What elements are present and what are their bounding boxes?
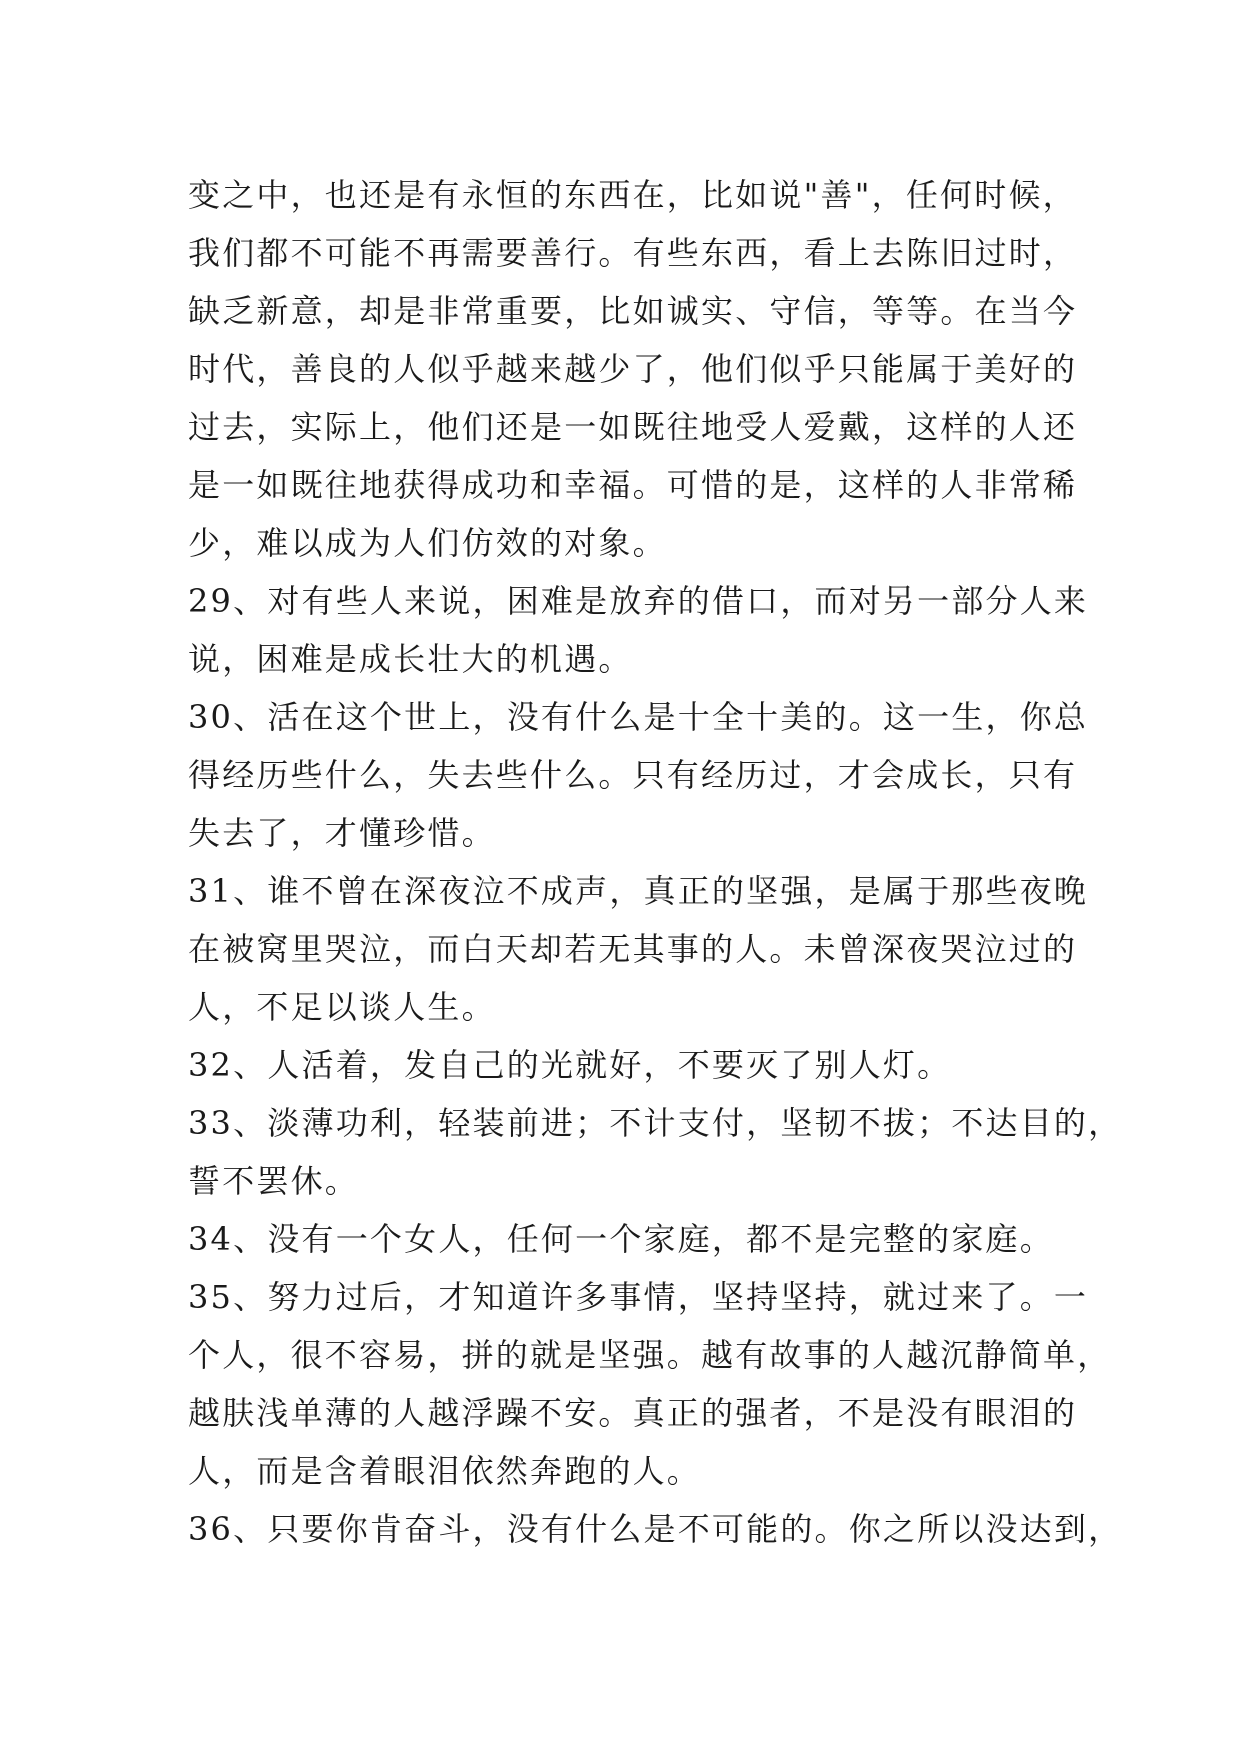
text-line: 33、淡薄功利，轻装前进；不计支付，坚韧不拔；不达目的，	[188, 1104, 1123, 1142]
text-line: 失去了，才懂珍惜。	[188, 814, 496, 852]
text-line: 时代，善良的人似乎越来越少了，他们似乎只能属于美好的	[188, 350, 1078, 388]
text-line: 越肤浅单薄的人越浮躁不安。真正的强者，不是没有眼泪的	[188, 1394, 1078, 1432]
text-line: 缺乏新意，却是非常重要，比如诚实、守信，等等。在当今	[188, 292, 1078, 330]
text-line: 过去，实际上，他们还是一如既往地受人爱戴，这样的人还	[188, 408, 1078, 446]
text-line: 个人，很不容易，拼的就是坚强。越有故事的人越沉静简单，	[188, 1336, 1112, 1374]
text-line: 34、没有一个女人，任何一个家庭，都不是完整的家庭。	[188, 1220, 1054, 1258]
text-line: 少，难以成为人们仿效的对象。	[188, 524, 667, 562]
text-line: 32、人活着，发自己的光就好，不要灭了别人灯。	[188, 1046, 952, 1084]
text-line: 人，不足以谈人生。	[188, 988, 496, 1026]
text-line: 31、谁不曾在深夜泣不成声，真正的坚强，是属于那些夜晚	[188, 872, 1089, 910]
text-line: 人，而是含着眼泪依然奔跑的人。	[188, 1452, 702, 1490]
text-line: 说，困难是成长壮大的机遇。	[188, 640, 633, 678]
text-line: 得经历些什么，失去些什么。只有经历过，才会成长，只有	[188, 756, 1078, 794]
text-line: 在被窝里哭泣，而白天却若无其事的人。未曾深夜哭泣过的	[188, 930, 1078, 968]
text-line: 30、活在这个世上，没有什么是十全十美的。这一生，你总	[188, 698, 1089, 736]
text-line: 是一如既往地获得成功和幸福。可惜的是，这样的人非常稀	[188, 466, 1078, 504]
text-line: 变之中，也还是有永恒的东西在，比如说"善"，任何时候，	[188, 176, 1077, 214]
text-line: 誓不罢休。	[188, 1162, 360, 1200]
text-line: 29、对有些人来说，困难是放弃的借口，而对另一部分人来	[188, 582, 1089, 620]
text-line: 我们都不可能不再需要善行。有些东西，看上去陈旧过时，	[188, 234, 1078, 272]
text-line: 35、努力过后，才知道许多事情，坚持坚持，就过来了。一	[188, 1278, 1089, 1316]
text-line: 36、只要你肯奋斗，没有什么是不可能的。你之所以没达到，	[188, 1510, 1123, 1548]
document-body	[188, 166, 1123, 1558]
